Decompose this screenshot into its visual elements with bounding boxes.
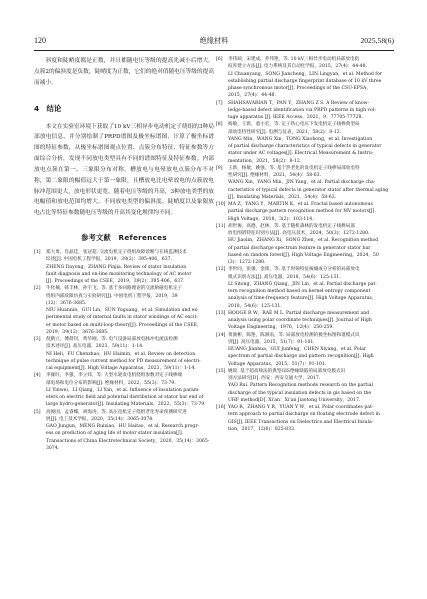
reference-line: 牛化楠，韩丰林，孙宇飞，等. 基于多回路理论的交流励磁电机定子 bbox=[46, 286, 183, 292]
reference-line: (12)：3676-3685. bbox=[46, 300, 87, 306]
reference-line: 模式识别方法[J]. 高压电器，2018，54(6)：125-131. bbox=[228, 274, 341, 280]
reference-line: tage apparatus [J]. IEEE Access，2021，9：77705-77728. bbox=[228, 115, 363, 120]
reference-line: stator under AC voltages[J]. Electrical Measurement & Instru- bbox=[228, 151, 374, 157]
reference-line: GIS[J]. IEEE Transactions on Dielectrics and Electrical Insula- bbox=[228, 419, 374, 425]
reference-line: cal equipment[J]. High Voltage Apparatus，2023，59(11)：1-14. bbox=[46, 366, 196, 372]
reference-line: 胡世俊，高德，赵林，等. 基于随机森林的发电机定子线棒局部 bbox=[228, 223, 355, 229]
reference-item bbox=[216, 223, 394, 267]
reference-line: spectrum of partial discharge and pattern recognition[J]. High bbox=[228, 354, 374, 360]
reference-line: based on random forest[J]. High Voltage Engineering，2024，50 bbox=[228, 252, 379, 258]
reference-item bbox=[216, 121, 394, 165]
reference-line: ledge-based defect identification via PRPD patterns in high vol- bbox=[228, 107, 376, 113]
right-column bbox=[216, 56, 394, 433]
reference-line: 郑大勇，肖晶佳，张冠超. 交流电机定子绕组故障诊断与在线监测技术 bbox=[46, 250, 187, 256]
reference-number: [13] bbox=[216, 310, 226, 316]
reference-line: LI Sitong，ZHANG Qiang，JIN Lin，et al. Partial discharge pat- bbox=[228, 281, 377, 287]
reference-line: tern approach to partial discharge on floating electrode defect in bbox=[228, 412, 380, 418]
reference-line: [J]. Proceedings of the CSEE，2019，39(2)：395-406，637. bbox=[46, 279, 185, 285]
reference-number: [1] bbox=[34, 250, 41, 256]
reference-line: 黄骏彬，陈艳，陈洲雨，等. 局部放电检测的极坐标图和谱模式识 bbox=[228, 332, 360, 338]
reference-line: Transactions of China Electrotechnical Society，2020，35(14)：3065- bbox=[46, 438, 210, 444]
conclusion-paragraph: 本文在实验室环境下获取了10 kV三相异步电动机定子绕组的3种局部放电信息，并分别绘制了PRPD谱图及极坐标谱图，计算了极坐标谱图的特征参数，从极坐标谱图观点位置、点簇分布特征、特征参数等方面综合分析，发现不同放电类型具有不同的谱图特征及特征参数。内部放电点簇在第一、三象限分布对称，槽放电与电晕放电点簇分布不对称，第二象限的幅值远大于第一象限，且槽放电比电晕放电的点簇放电脉冲范围更大，放电形状更宽。随着电压等级的升高，3种放电类型的放电幅值和放电范围均增大。不同放电类型的偏斜度、陡峭度以及象限放电占比等特征参数随电压等级的升高其变化规律均不同。 bbox=[34, 123, 214, 217]
reference-line: 别方法研究[D]. 西安：西安交通大学，2017. bbox=[228, 376, 321, 381]
reference-item bbox=[34, 249, 214, 285]
reference-line: Voltage Engineering，1976，12(4)：250-259. bbox=[228, 325, 334, 331]
reference-line: 杨敏，王新，童小宏，等. 定子铁心电压下发电机定子线棒典型局 bbox=[228, 122, 360, 128]
references-title: 参考文献 References bbox=[81, 233, 167, 243]
reference-line: 高俊国，孟睿娜，胡海涛，等. 高压电机定子绕组老化寿命预测研究进 bbox=[46, 409, 187, 415]
reference-line: NIU Huannin，GUI Lin，SUN Yuguang，et al. Simulation and ex- bbox=[46, 308, 199, 314]
reference-line: 李雍旺，李强，李立炜，等. 大型水轮发电机绕组参数对定子线棒端 bbox=[46, 373, 183, 379]
reference-number: [5] bbox=[34, 409, 41, 415]
reference-item bbox=[216, 332, 394, 368]
reference-line: 部电场和电位分布的影响[J]. 绝缘材料，2022，55(3)：73-79. bbox=[46, 380, 176, 386]
reference-line: eters on electric field and potential distribution at stator bar end of bbox=[46, 395, 204, 401]
reference-line: 王新，杨敏，姚强，等. 基于热老化的发电机定子线棒局部放电特 bbox=[228, 165, 360, 171]
journal-name: 绝缘材料 bbox=[199, 36, 229, 45]
reference-line: discharge of the typical insulation defects in gis based on the bbox=[228, 390, 372, 396]
reference-line: UHF method[D]. Xi'an：Xi'an Jiaotong University，2017. bbox=[228, 397, 361, 403]
reference-line: GAO Jungun，MENG Ruixiao，HU Haitao，et al. Research progr- bbox=[46, 424, 200, 430]
reference-number: [9] bbox=[216, 165, 223, 171]
reference-line: 纹库建立方法[J]. 电力系统及其自动化学报，2015，27(4)：44-48. bbox=[228, 64, 367, 70]
reference-number: [8] bbox=[216, 122, 223, 128]
reference-list-right bbox=[216, 56, 394, 433]
reference-line: racteristics of typical defects in generator stator after thermal aging bbox=[228, 187, 389, 193]
reference-line: 部放电特性研究[J]. 电测与仪表，2021，58(2)：8-12. bbox=[228, 129, 342, 135]
reference-line: NI Heli，FU Chenzhao，HU Haimin，et al. Review on detection bbox=[46, 351, 196, 357]
reference-line: LI Chuanyang，SONG Jiancheng，LIN Lingyan，et al. Method for bbox=[228, 71, 382, 77]
reference-number: [11] bbox=[216, 223, 226, 229]
reference-line: [J]. Insulating Materials，2021，54(4)：58-63. bbox=[228, 194, 337, 200]
reference-item bbox=[34, 285, 214, 336]
reference-line: Voltage Apparatus，2015，51(7)：91-101. bbox=[228, 361, 327, 367]
reference-line: 展[J]. 电工技术学报，2020，35(14)：3065-3074. bbox=[46, 416, 154, 422]
reference-line: 3074. bbox=[46, 445, 60, 451]
reference-line: fault diagnosis and on-line monitoring technology of AC motor bbox=[46, 271, 192, 277]
reference-item bbox=[216, 310, 394, 332]
reference-line: large hydro-generator[J]. Insulating Materials，2022，55(3)：73-79. bbox=[46, 402, 206, 408]
reference-line: phase synchronous motor[J]. Proceedings of the CSU-EPSA， bbox=[228, 86, 371, 91]
reference-number: [3] bbox=[34, 337, 41, 343]
reference-line: tern recognition method based on kernel entropy component bbox=[228, 289, 371, 294]
reference-item bbox=[216, 100, 394, 122]
reference-item bbox=[34, 372, 214, 408]
reference-line: 李世同，张强，金锋，等. 基于时频特征核熵成分分析的局部放电 bbox=[228, 267, 360, 273]
reference-line: MA Z，YANG Y，MARTIN K，et al. Fractal based autonomous bbox=[228, 202, 373, 207]
reference-item bbox=[216, 165, 394, 201]
reference-line: 性研究[J]. 绝缘材料，2021，54(4)：58-63. bbox=[228, 173, 322, 178]
reference-item bbox=[34, 336, 214, 372]
reference-line: 绕组内部故障仿真与实验研究[J]. 中国电机工程学报，2019，39 bbox=[46, 293, 178, 299]
reference-item bbox=[216, 266, 394, 310]
reference-line: 放电图谱特征识别方法[J]. 高电压技术，2024，50(3)：1272-1280. bbox=[228, 231, 370, 236]
reference-number: [14] bbox=[216, 332, 226, 338]
reference-list-left bbox=[34, 249, 214, 452]
reference-line: mentation，2021，58(2)：8-12. bbox=[228, 158, 302, 164]
reference-number: [6] bbox=[216, 57, 223, 62]
issue-info: 2025,58(6) bbox=[360, 36, 394, 45]
reference-line: analysis of time-frequency feature[J]. High Voltage Apparatus， bbox=[228, 296, 377, 302]
reference-line: ZHENG Dayong，ZHANG Pinjia. Review of stator insulation bbox=[46, 264, 187, 270]
reference-item bbox=[34, 409, 214, 453]
reference-line: 2019，39(12)：3676-3685. bbox=[46, 329, 109, 335]
reference-number: [4] bbox=[34, 373, 41, 379]
reference-line: establishing partial discharge fingerprint database of 10 kV three bbox=[228, 78, 382, 84]
reference-line: WANG Xin，YANG Min，JIN Yang，et al. Partial discharge cha- bbox=[228, 180, 376, 186]
intro-paragraph: 斜度和陡峭度都是正数，并且都随电压等级的提高先减小后增大。点簇2的偏斜度是负数，陡峭度为正数，它们的绝对值随电压等级的提高而减小。 bbox=[34, 58, 214, 86]
reference-line: er motor based on multi-loop theory[J]. Proceedings of the CSEE， bbox=[46, 322, 202, 328]
reference-number: [16] bbox=[216, 405, 226, 410]
reference-line: 2018，54(6)：125-131. bbox=[228, 303, 282, 309]
reference-line: HU Jiaolin，ZHANG Xi，SONG Zhen，et al. Recognition method bbox=[228, 238, 379, 244]
reference-line: YAO R，ZHANG Y R，YUAN Y W，et al. Polar coordinates pat- bbox=[228, 405, 374, 410]
reference-line: HUANG Jianhua，GUI Junfeng，CHEN Xiyang，et al. Polar bbox=[228, 347, 367, 352]
reference-line: analysis using polar coordinate techniques[J]. Journal of High bbox=[228, 318, 372, 323]
reference-line: 姚锐. 基于超高频法的典型GIS绝缘缺陷的局部放电模式识 bbox=[228, 368, 346, 374]
running-header bbox=[34, 36, 394, 48]
reference-item bbox=[216, 368, 394, 404]
reference-line: 综述[J]. 中国电机工程学报，2019，39(2)：395-406，637. bbox=[46, 257, 173, 263]
header-rule bbox=[34, 50, 394, 51]
reference-line: YAO Rui. Pattern Recognition methods research on the partial bbox=[228, 383, 373, 389]
reference-line: partial discharge pattern recognition method for MV motors[J]. bbox=[228, 209, 376, 215]
reference-line: 倪鹤立，傅晨钊，黄华刚，等. 电气设备局部放电脉冲电流法检测 bbox=[46, 337, 178, 343]
reference-line: YANG Min，WANG Xin，TONG Xiaohong，et al. Investigation bbox=[228, 136, 373, 142]
reference-item bbox=[216, 56, 394, 100]
reference-number: [12] bbox=[216, 267, 226, 273]
reference-number: [10] bbox=[216, 202, 226, 207]
reference-item bbox=[216, 404, 394, 433]
section-title: 4 结论 bbox=[34, 103, 62, 113]
reference-line: of partial discharge spectrum feature in generator stator bar bbox=[228, 245, 371, 251]
reference-line: of partial discharge characteristics of typical defects in generator bbox=[228, 144, 382, 149]
reference-line: 2015，27(4)：44-48. bbox=[228, 93, 276, 99]
reference-line: SHAHSAVARIAN T，PAN Y，ZHANG Z S. A Review of know- bbox=[228, 100, 370, 106]
reference-line: High Voltage，2018，3(2)：103-114. bbox=[228, 216, 314, 222]
reference-number: [15] bbox=[216, 368, 226, 374]
reference-line: technique of pulse current method for PD measurement of electri- bbox=[46, 358, 201, 364]
left-column bbox=[34, 56, 214, 452]
reference-number: [7] bbox=[216, 100, 223, 106]
reference-number: [2] bbox=[34, 286, 41, 292]
reference-line: 别[J]. 高压电器，2015，51(7)：91-101. bbox=[228, 339, 315, 345]
reference-line: ess on prediction of aging life of motor stator insulation[J]. bbox=[46, 431, 184, 437]
page-number: 120 bbox=[34, 36, 46, 45]
reference-line: 技术述评[J]. 高压电器，2023，59(11)：1-14. bbox=[46, 344, 144, 350]
reference-line: 李伟硕，宋建成，乔伟艳，等. 10 kV三相异步电动机局部放电指 bbox=[228, 57, 360, 62]
reference-line: (3)：1272-1280. bbox=[228, 260, 266, 265]
reference-line: tion，2017，12(6)：825-833. bbox=[228, 426, 296, 432]
reference-item bbox=[216, 201, 394, 223]
reference-line: perimental study of internal faults in stator windings of AC excit- bbox=[46, 315, 198, 321]
reference-line: HOOGE R W，RAE M L. Partial discharge measurement and bbox=[228, 310, 370, 316]
reference-line: LI Yinwei，LI Qiang，LI Yan，et al. Influence of insulation param- bbox=[46, 387, 200, 393]
